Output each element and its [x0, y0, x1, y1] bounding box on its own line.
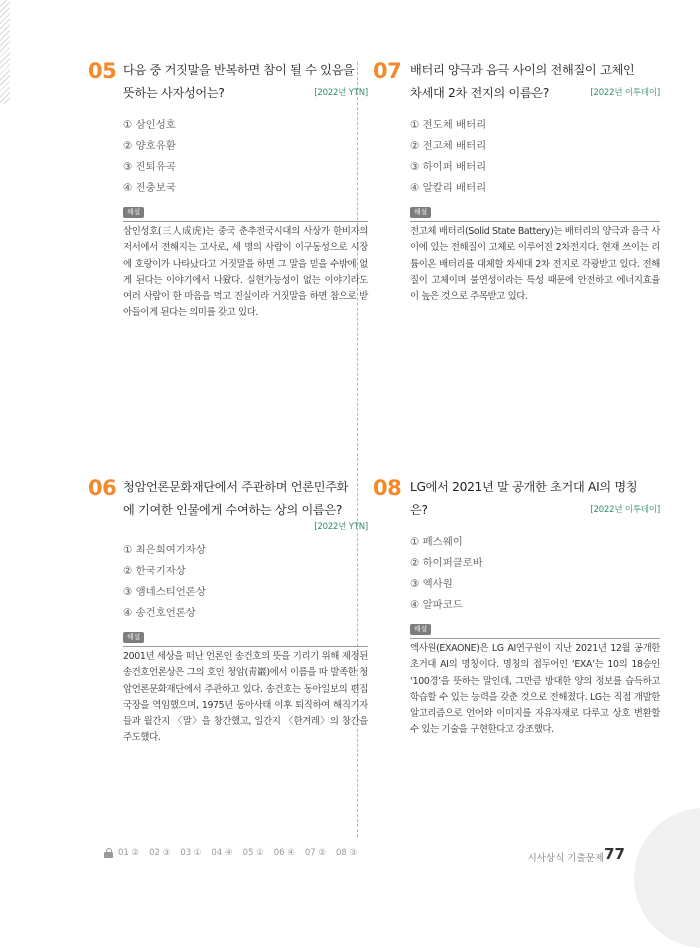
question-source: [2022년 YTN] [314, 522, 368, 532]
options-list [123, 540, 368, 624]
page-number: 77 [604, 845, 625, 863]
explanation-badge: 해설 [123, 632, 144, 643]
explanation-badge: 해설 [410, 207, 431, 218]
option[interactable]: ② 하이퍼클로바 [410, 557, 483, 569]
question-number: 07 [373, 59, 402, 83]
corner-decoration [634, 808, 700, 948]
explanation-badge: 해설 [123, 207, 144, 218]
option[interactable]: ④ 알칼리 배터리 [410, 182, 487, 194]
question-07 [410, 59, 660, 305]
question-number: 08 [373, 476, 402, 500]
question-text: 배터리 양극과 음극 사이의 전해질이 고체인 차세대 2차 전지의 이름은? [2022년 이투데이] [410, 59, 660, 105]
lock-icon [104, 848, 113, 858]
option[interactable]: ④ 진충보국 [123, 182, 176, 194]
option[interactable]: ② 한국기자상 [123, 565, 186, 577]
explanation-text: 삼인성호(三人成虎)는 중국 춘추전국시대의 사상가 한비자의 저서에서 전해지는 고사로, 세 명의 사람이 이구동성으로 시장에 호랑이가 나타났다고 거짓말을 하면 그 말을 믿을 수밖에 없게 된다는 이야기에서 나왔다. 실현가능성이 없는 이야기라도 여러 사람이 한 마음을 먹고 진실이라 거짓말을 하면 참으로 받아들이게 된다는 의미를 갖고 있다. [123, 221, 368, 322]
question-number: 06 [88, 476, 117, 500]
option[interactable]: ③ 앰네스티언론상 [123, 586, 206, 598]
option[interactable]: ③ 하이퍼 배터리 [410, 161, 487, 173]
page-edge-stripe [0, 0, 10, 104]
question-08 [410, 476, 660, 739]
answer-item: 05 ① [242, 848, 264, 858]
explanation-text: 전고체 배터리(Solid State Battery)는 배터리의 양극과 음극 사이에 있는 전해질이 고체로 이루어진 2차전지다. 현재 쓰이는 리튬이온 배터리를 대체할 차세대 2차 전지로 각광받고 있다. 전해질이 고체이며 불연성이라는 특성 때문에 안전하고 에너지효율이 높은 것으로 주목받고 있다. [410, 221, 660, 305]
question-source: [2022년 이투데이] [590, 505, 660, 515]
option[interactable]: ② 전고체 배터리 [410, 140, 487, 152]
question-source: [2022년 YTN] [314, 88, 368, 98]
option[interactable]: ② 양호유환 [123, 140, 176, 152]
option[interactable]: ④ 알파코드 [410, 599, 463, 611]
answer-item: 07 ② [304, 848, 326, 858]
option[interactable]: ① 최은희여기자상 [123, 544, 206, 556]
option[interactable]: ③ 엑사원 [410, 578, 453, 590]
answer-item: 01 ② [118, 848, 140, 858]
question-source: [2022년 이투데이] [590, 88, 660, 98]
options-list [410, 115, 660, 199]
question-text: 청암언론문화재단에서 주관하며 언론민주화 에 기여한 인물에게 수여하는 상의 이름은? [123, 480, 349, 517]
options-list [123, 115, 368, 199]
option[interactable]: ① 페스웨이 [410, 536, 463, 548]
answer-item: 03 ① [180, 848, 202, 858]
question-text: 다음 중 거짓말을 반복하면 참이 될 수 있음을 뜻하는 사자성어는? [2022년 YTN] [123, 59, 368, 105]
question-text: LG에서 2021년 말 공개한 초거대 AI의 명칭 은? [2022년 이투데이] [410, 476, 660, 522]
option[interactable]: ① 삼인성호 [123, 119, 176, 131]
answer-item: 08 ③ [335, 848, 358, 858]
options-list [410, 532, 660, 616]
explanation-text: 2001년 세상을 떠난 언론인 송건호의 뜻을 기리기 위해 제정된 송건호언론상은 그의 호인 청암(靑巖)에서 이름을 따 발족한 청암언론문화재단에서 주관하고 있다. 송건호는 동아일보의 편집국장을 역임했으며, 1975년 동아사태 이후 퇴직하여 해직기자들과 월간지 〈말〉을 창간했고, 일간지 〈한겨레〉의 창간을 주도했다. [123, 646, 368, 747]
answer-key [104, 848, 367, 858]
question-05 [123, 59, 368, 322]
option[interactable]: ③ 진퇴유곡 [123, 161, 176, 173]
explanation-badge: 해설 [410, 624, 431, 635]
option[interactable]: ① 전도체 배터리 [410, 119, 487, 131]
answer-item: 04 ④ [211, 848, 233, 858]
answer-item: 02 ③ [149, 848, 171, 858]
question-06 [123, 476, 368, 747]
footer-label: 시사상식 기출문제 [527, 853, 604, 864]
answer-item: 06 ④ [273, 848, 295, 858]
explanation-text: 엑사원(EXAONE)은 LG AI연구원이 지난 2021년 12월 공개한 초거대 AI의 명칭이다. 명칭의 접두어인 ‘EXA’는 10의 18승인 ‘100경’을 뜻하는 말인데, 그만큼 방대한 양의 정보를 습득하고 학습할 수 있는 능력을 갖춘 것으로 전해졌다. LG는 직접 개발한 알고리즘으로 언어와 이미지를 자유자재로 다루고 상호 변환할 수 있는 기술을 구현한다고 강조했다. [410, 638, 660, 739]
question-number: 05 [88, 59, 117, 83]
option[interactable]: ④ 송건호언론상 [123, 607, 196, 619]
